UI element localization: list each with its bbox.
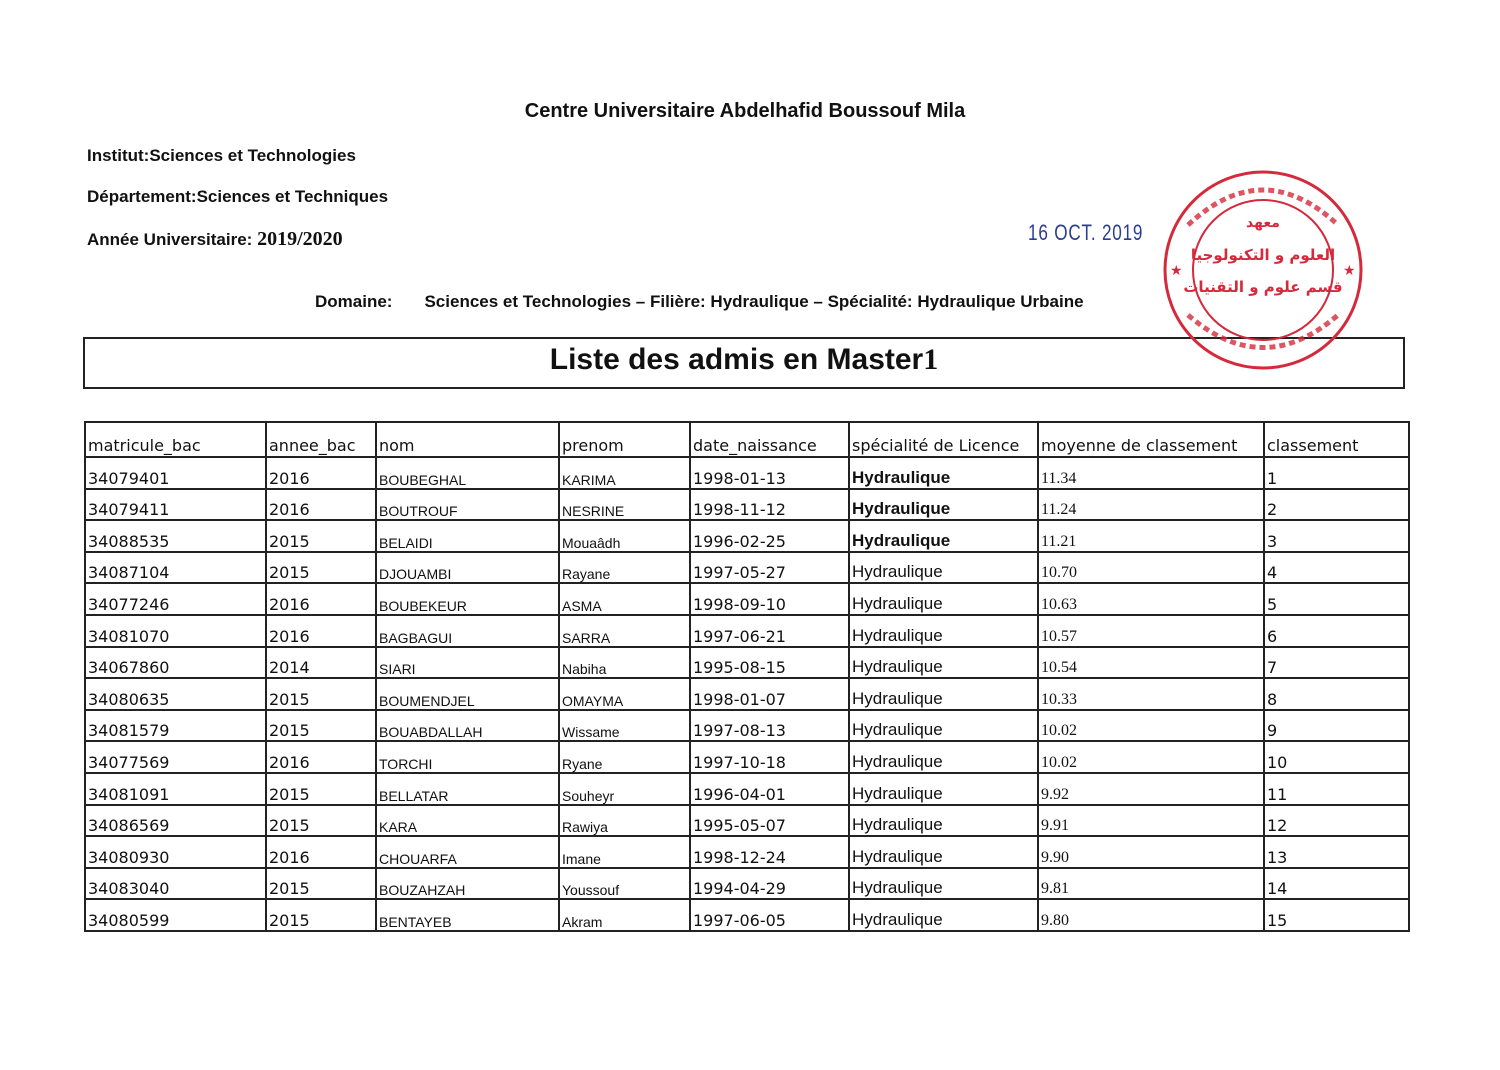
cell-rang: 15 [1264,899,1409,931]
table-row [85,899,1409,931]
cell-spec: Hydraulique [849,836,1038,868]
cell-rang: 2 [1264,489,1409,521]
cell-nom: BELAIDI [376,520,559,552]
cell-matricule: 34077246 [85,583,266,615]
cell-matricule: 34080599 [85,899,266,931]
cell-date: 1998-09-10 [690,583,849,615]
cell-date: 1997-06-21 [690,615,849,647]
table-row [85,836,1409,868]
domain-line [315,292,1084,312]
cell-annee: 2016 [266,615,376,647]
cell-prenom: Souheyr [559,773,690,805]
cell-spec: Hydraulique [849,647,1038,679]
cell-prenom: Akram [559,899,690,931]
cell-spec: Hydraulique [849,457,1038,489]
cell-annee: 2016 [266,836,376,868]
cell-spec: Hydraulique [849,583,1038,615]
cell-moy: 10.02 [1038,741,1264,773]
table-row [85,457,1409,489]
cell-spec: Hydraulique [849,489,1038,521]
cell-spec: Hydraulique [849,805,1038,837]
official-seal-icon [1158,165,1368,375]
cell-matricule: 34077569 [85,741,266,773]
cell-moy: 10.54 [1038,647,1264,679]
cell-prenom: SARRA [559,615,690,647]
table-row [85,489,1409,521]
cell-spec: Hydraulique [849,615,1038,647]
cell-nom: BOUTROUF [376,489,559,521]
cell-annee: 2015 [266,868,376,900]
admis-table [84,421,1410,932]
cell-prenom: OMAYMA [559,678,690,710]
cell-matricule: 34086569 [85,805,266,837]
cell-nom: BOUABDALLAH [376,710,559,742]
cell-moy: 10.57 [1038,615,1264,647]
cell-rang: 3 [1264,520,1409,552]
cell-matricule: 34081070 [85,615,266,647]
domain-label: Domaine: [315,292,393,311]
academic-year [87,228,343,251]
table-header-row [85,422,1409,457]
cell-spec: Hydraulique [849,678,1038,710]
cell-annee: 2016 [266,583,376,615]
cell-matricule: 34081579 [85,710,266,742]
cell-spec: Hydraulique [849,899,1038,931]
cell-moy: 10.70 [1038,552,1264,584]
cell-moy: 11.24 [1038,489,1264,521]
cell-matricule: 34083040 [85,868,266,900]
cell-moy: 9.80 [1038,899,1264,931]
cell-annee: 2016 [266,741,376,773]
table-row [85,773,1409,805]
table-row [85,710,1409,742]
table-row [85,805,1409,837]
cell-matricule: 34067860 [85,647,266,679]
cell-prenom: Ryane [559,741,690,773]
cell-rang: 4 [1264,552,1409,584]
cell-moy: 9.92 [1038,773,1264,805]
cell-annee: 2016 [266,489,376,521]
institut-line: Institut:Sciences et Technologies [87,146,356,165]
cell-rang: 5 [1264,583,1409,615]
cell-annee: 2014 [266,647,376,679]
cell-matricule: 34080635 [85,678,266,710]
cell-nom: KARA [376,805,559,837]
cell-matricule: 34088535 [85,520,266,552]
domain-text: Sciences et Technologies – Filière: Hydraulique – Spécialité: Hydraulique Urbaine [424,292,1084,311]
cell-nom: TORCHI [376,741,559,773]
cell-annee: 2015 [266,520,376,552]
cell-nom: BOUMENDJEL [376,678,559,710]
col-header: annee_bac [266,422,376,457]
col-header: moyenne de classement [1038,422,1264,457]
seal-line1: معهد [1246,215,1280,231]
cell-date: 1998-01-13 [690,457,849,489]
table-row [85,868,1409,900]
cell-rang: 9 [1264,710,1409,742]
cell-nom: BOUBEGHAL [376,457,559,489]
cell-prenom: NESRINE [559,489,690,521]
col-header: nom [376,422,559,457]
cell-matricule: 34079411 [85,489,266,521]
table-row [85,678,1409,710]
cell-date: 1995-08-15 [690,647,849,679]
cell-moy: 9.91 [1038,805,1264,837]
col-header: spécialité de Licence [849,422,1038,457]
cell-rang: 14 [1264,868,1409,900]
cell-moy: 11.34 [1038,457,1264,489]
table-row [85,520,1409,552]
table-row [85,583,1409,615]
academic-year-value: 2019/2020 [257,228,343,250]
cell-annee: 2015 [266,710,376,742]
cell-annee: 2015 [266,773,376,805]
cell-date: 1998-11-12 [690,489,849,521]
svg-text:★: ★ [1170,263,1183,279]
date-stamp: 16 OCT. 2019 [1028,220,1144,245]
table-row [85,741,1409,773]
cell-matricule: 34079401 [85,457,266,489]
table-row [85,552,1409,584]
cell-date: 1996-04-01 [690,773,849,805]
cell-matricule: 34080930 [85,836,266,868]
cell-matricule: 34081091 [85,773,266,805]
cell-rang: 6 [1264,615,1409,647]
cell-spec: Hydraulique [849,868,1038,900]
cell-rang: 10 [1264,741,1409,773]
cell-nom: SIARI [376,647,559,679]
cell-annee: 2015 [266,899,376,931]
cell-nom: BOUBEKEUR [376,583,559,615]
cell-date: 1997-10-18 [690,741,849,773]
col-header: classement [1264,422,1409,457]
cell-prenom: Imane [559,836,690,868]
cell-nom: BELLATAR [376,773,559,805]
cell-rang: 7 [1264,647,1409,679]
cell-rang: 12 [1264,805,1409,837]
departement-line: Département:Sciences et Techniques [87,187,389,206]
cell-prenom: Wissame [559,710,690,742]
cell-date: 1997-08-13 [690,710,849,742]
seal-line3: قسم علوم و التقنيات [1183,278,1343,296]
cell-moy: 9.90 [1038,836,1264,868]
col-header: prenom [559,422,690,457]
cell-date: 1995-05-07 [690,805,849,837]
cell-prenom: Rawiya [559,805,690,837]
cell-nom: BAGBAGUI [376,615,559,647]
cell-moy: 11.21 [1038,520,1264,552]
cell-moy: 10.63 [1038,583,1264,615]
institution-title: Centre Universitaire Abdelhafid Boussouf Mila [524,100,966,122]
cell-date: 1997-05-27 [690,552,849,584]
cell-spec: Hydraulique [849,552,1038,584]
cell-annee: 2015 [266,678,376,710]
cell-annee: 2015 [266,552,376,584]
cell-annee: 2016 [266,457,376,489]
cell-prenom: Nabiha [559,647,690,679]
cell-spec: Hydraulique [849,520,1038,552]
cell-prenom: ASMA [559,583,690,615]
svg-text:★: ★ [1343,263,1356,279]
cell-prenom: Mouaâdh [559,520,690,552]
cell-annee: 2015 [266,805,376,837]
cell-nom: CHOUARFA [376,836,559,868]
table-row [85,615,1409,647]
cell-moy: 9.81 [1038,868,1264,900]
col-header: date_naissance [690,422,849,457]
cell-matricule: 34087104 [85,552,266,584]
cell-moy: 10.02 [1038,710,1264,742]
cell-date: 1998-01-07 [690,678,849,710]
cell-moy: 10.33 [1038,678,1264,710]
cell-rang: 11 [1264,773,1409,805]
cell-prenom: Rayane [559,552,690,584]
cell-spec: Hydraulique [849,773,1038,805]
cell-spec: Hydraulique [849,741,1038,773]
cell-date: 1997-06-05 [690,899,849,931]
cell-rang: 8 [1264,678,1409,710]
cell-prenom: KARIMA [559,457,690,489]
cell-nom: DJOUAMBI [376,552,559,584]
cell-rang: 13 [1264,836,1409,868]
cell-spec: Hydraulique [849,710,1038,742]
table-row [85,647,1409,679]
cell-prenom: Youssouf [559,868,690,900]
cell-date: 1996-02-25 [690,520,849,552]
seal-line2: العلوم و التكنولوجيا [1190,246,1336,264]
cell-nom: BOUZAHZAH [376,868,559,900]
cell-date: 1998-12-24 [690,836,849,868]
cell-date: 1994-04-29 [690,868,849,900]
academic-year-label: Année Universitaire: [87,230,253,249]
cell-rang: 1 [1264,457,1409,489]
cell-nom: BENTAYEB [376,899,559,931]
col-header: matricule_bac [85,422,266,457]
list-title: Liste des admis en Master1 [549,343,939,376]
